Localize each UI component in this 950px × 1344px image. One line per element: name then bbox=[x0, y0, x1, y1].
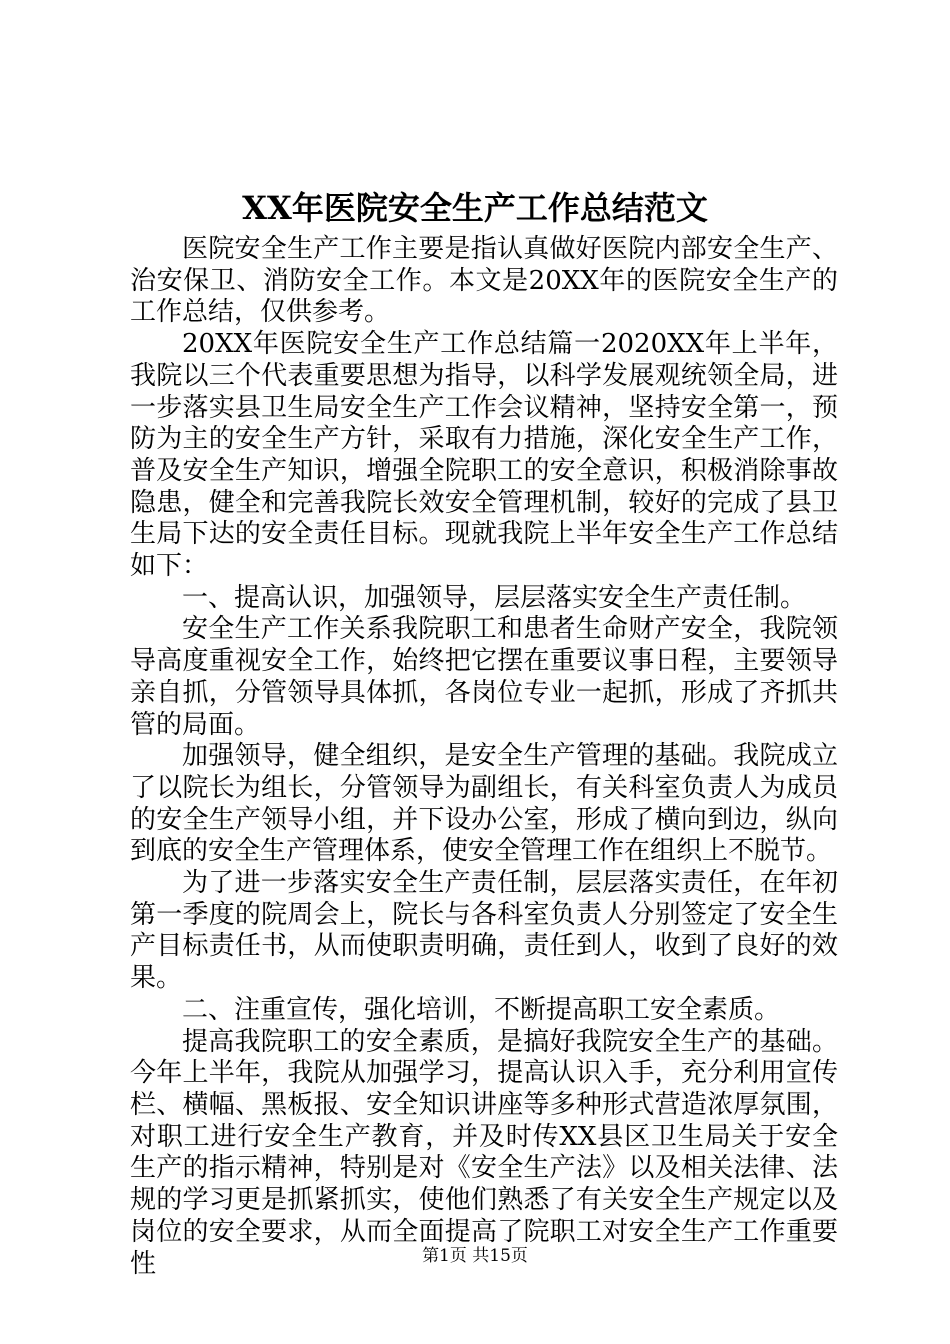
paragraph: 提高我院职工的安全素质，是搞好我院安全生产的基础。今年上半年，我院从加强学习，提高认识入手，充分利用宣传栏、横幅、黑板报、安全知识讲座等多种形式营造浓厚氛围，对职工进行安全生产教育，并及时传XX县区卫生局关于安全生产的指示精神，特别是对《安全生产法》以及相关法律、法规的学习更是抓紧抓实，使他们熟悉了有关安全生产规定以及岗位的安全要求，从而全面提高了院职工对安全生产工作重要性 bbox=[130, 1026, 838, 1279]
document-title: XX年医院安全生产工作总结范文 bbox=[242, 189, 708, 227]
paragraph-summary: 20XX年医院安全生产工作总结篇一2020XX年上半年，我院以三个代表重要思想为指导，以科学发展观统领全局，进一步落实县卫生局安全生产工作会议精神，坚持安全第一，预防为主的安全生产方针，采取有力措施，深化安全生产工作，普及安全生产知识，增强全院职工的安全意识，积极消除事故隐患，健全和完善我院长效安全管理机制，较好的完成了县卫生局下达的安全责任目标。现就我院上半年安全生产工作总结如下： bbox=[130, 329, 838, 582]
section-heading-1: 一、提高认识，加强领导，层层落实安全生产责任制。 bbox=[182, 582, 807, 613]
paragraph: 安全生产工作关系我院职工和患者生命财产安全，我院领导高度重视安全工作，始终把它摆在重要议事日程，主要领导亲自抓，分管领导具体抓，各岗位专业一起抓，形成了齐抓共管的局面。 bbox=[130, 614, 838, 740]
page-footer: 第1页 共15页 bbox=[422, 1246, 528, 1266]
paragraph: 为了进一步落实安全生产责任制，层层落实责任，在年初第一季度的院周会上，院长与各科室负责人分别签定了安全生产目标责任书，从而使职责明确，责任到人，收到了良好的效果。 bbox=[130, 868, 838, 994]
document-body bbox=[130, 234, 838, 1280]
paragraph-intro: 医院安全生产工作主要是指认真做好医院内部安全生产、治安保卫、消防安全工作。本文是20XX年的医院安全生产的工作总结，仅供参考。 bbox=[130, 234, 838, 328]
paragraph: 加强领导，健全组织，是安全生产管理的基础。我院成立了以院长为组长，分管领导为副组长，有关科室负责人为成员的安全生产领导小组，并下设办公室，形成了横向到边，纵向到底的安全生产管理体系，使安全管理工作在组织上不脱节。 bbox=[130, 741, 838, 867]
section-heading-2: 二、注重宣传，强化培训，不断提高职工安全素质。 bbox=[182, 994, 781, 1025]
